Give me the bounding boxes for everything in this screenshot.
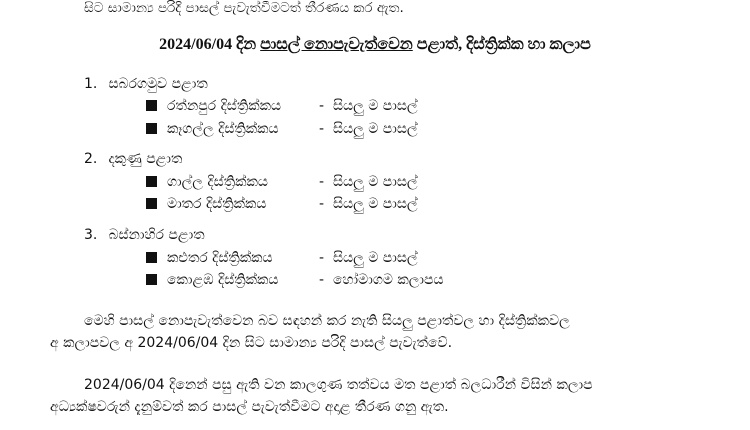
province-name: දකුණු පළාත bbox=[108, 151, 183, 167]
bullet-square-icon bbox=[146, 252, 157, 263]
page-heading bbox=[0, 36, 750, 54]
province-heading bbox=[84, 151, 182, 167]
paragraph-line: අ කලාපවල අ 2024/06/04 දින සිට සාමාන්‍ය පරිදි පාසල් පැවැත්වේ. bbox=[50, 335, 453, 351]
province-number: 1. bbox=[84, 76, 98, 92]
district-name: කෑගල්ල දිස්ත්‍රික්කය bbox=[167, 121, 279, 137]
bullet-square-icon bbox=[146, 176, 157, 187]
bullet-square-icon bbox=[146, 123, 157, 134]
district-status: සියලු ම පාසල් bbox=[333, 196, 418, 212]
province-heading bbox=[84, 76, 208, 92]
district-name: කළුතර දිස්ත්‍රික්කය bbox=[167, 250, 273, 266]
bullet-square-icon bbox=[146, 100, 157, 111]
district-name: රත්නපුර දිස්ත්‍රික්කය bbox=[167, 98, 282, 114]
bullet-square-icon bbox=[146, 274, 157, 285]
district-row bbox=[146, 250, 418, 266]
district-row bbox=[146, 98, 418, 114]
district-name: කොළඹ දිස්ත්‍රික්කය bbox=[167, 272, 279, 288]
province-name: බස්නාහිර පළාත bbox=[108, 227, 205, 243]
province-heading bbox=[84, 227, 205, 243]
district-status: සියලු ම පාසල් bbox=[333, 121, 418, 137]
paragraph-line: 2024/06/04 දිනෙන් පසු ඇති වන කාලගුණ තත්වය මත පළාත් බලධාරීන් විසින් කලාප bbox=[84, 377, 593, 393]
district-row bbox=[146, 174, 418, 190]
district-row bbox=[146, 272, 444, 288]
paragraph-line: අධ්‍යක්ෂවරුන් දැනුම්වත් කර පාසල් පැවැත්වීමට අදාළ තීරණ ගනු ඇත. bbox=[50, 399, 449, 415]
district-name: මාතර දිස්ත්‍රික්කය bbox=[167, 196, 267, 212]
dash: - bbox=[319, 272, 325, 288]
dash: - bbox=[319, 196, 325, 212]
bullet-square-icon bbox=[146, 198, 157, 209]
district-name: ගාල්ල දිස්ත්‍රික්කය bbox=[167, 174, 268, 190]
heading-underlined: පාසල් නොපැවැත්වෙන bbox=[260, 36, 413, 53]
district-row bbox=[146, 196, 418, 212]
intro-text: සිට සාමාන්‍ය පරිදි පාසල් පැවැත්වීමටත් තීරණය කර ඇත. bbox=[84, 0, 404, 16]
district-status: සියලු ම පාසල් bbox=[333, 250, 418, 266]
district-status: සියලු ම පාසල් bbox=[333, 174, 418, 190]
dash: - bbox=[319, 174, 325, 190]
province-number: 3. bbox=[84, 227, 98, 243]
district-row bbox=[146, 121, 418, 137]
district-status: සියලු ම පාසල් bbox=[333, 98, 418, 114]
heading-date: 2024/06/04 දින bbox=[159, 36, 261, 53]
province-name: සබරගමුව පළාත bbox=[108, 76, 208, 92]
dash: - bbox=[319, 98, 325, 114]
dash: - bbox=[319, 250, 325, 266]
dash: - bbox=[319, 121, 325, 137]
district-status: හෝමාගම කලාපය bbox=[333, 272, 444, 288]
province-number: 2. bbox=[84, 151, 98, 167]
paragraph-line: මෙහි පාසල් නොපැවැත්වෙන බව සඳහන් කර නැති සියලු පළාත්වල හා දිස්ත්‍රික්කවල bbox=[84, 313, 570, 329]
heading-rest: පළාත්, දිස්ත්‍රික්ක හා කලාප bbox=[412, 36, 591, 53]
